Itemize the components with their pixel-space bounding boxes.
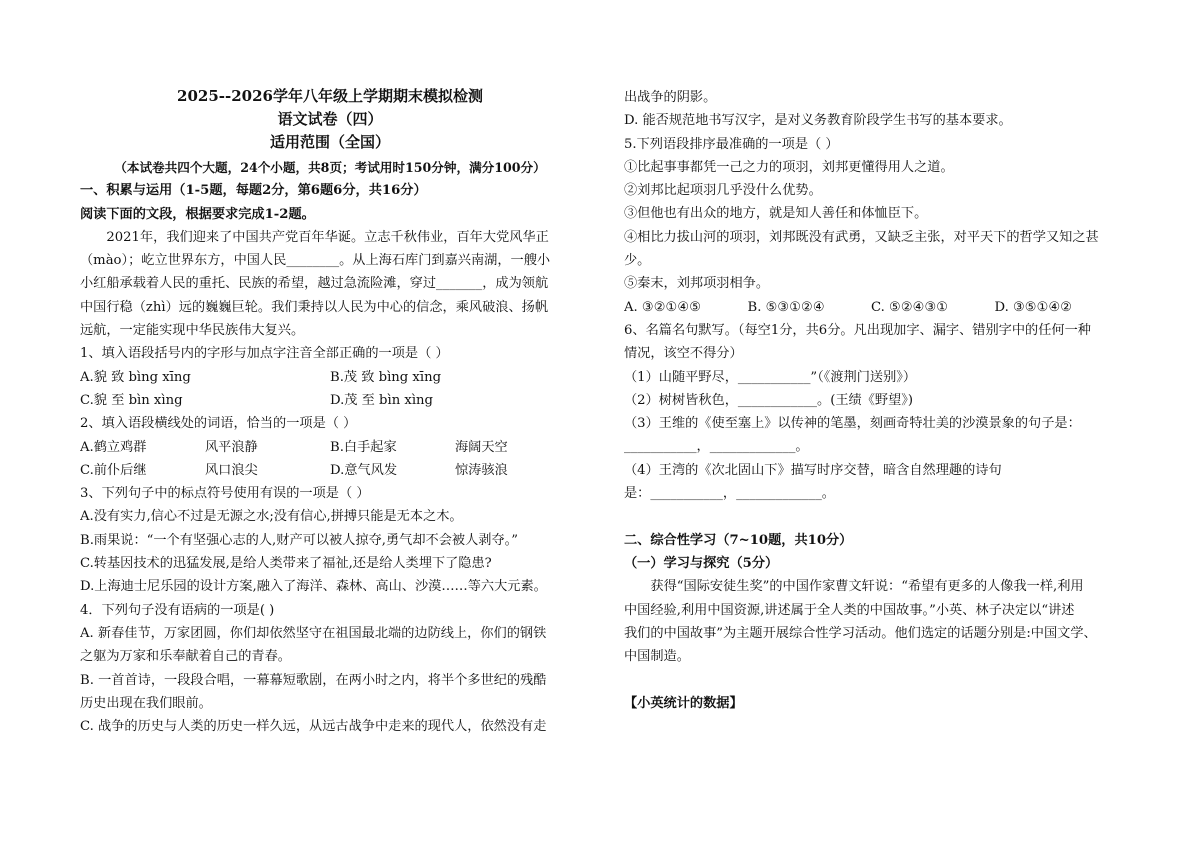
q1-option-b: B.茂 致 bìng xīng — [330, 369, 442, 385]
q5-item: ①比起事事都凭一己之力的项羽，刘邦更懂得用人之道。 — [624, 159, 954, 175]
q5-item: 少。 — [624, 253, 651, 269]
q6-item: （3）王维的《使至塞上》以传神的笔墨，刻画奇特壮美的沙漠景象的句子是： — [624, 416, 1081, 432]
q4-option-line: B. 一首首诗，一段段合唱，一幕幕短歌剧，在两小时之内，将半个多世纪的残酷 — [80, 672, 547, 688]
question-6-cont: 情况，该空不得分） — [624, 346, 743, 362]
q5-item: ③但他也有出众的地方，就是知人善任和体恤臣下。 — [624, 206, 928, 222]
question-6: 6、名篇名句默写。（每空1分，共6分。凡出现加字、漏字、错别字中的任何一种 — [624, 322, 1091, 338]
q1-option-a: A.貌 致 bìng xīng — [80, 369, 191, 385]
exam-scope: 适用范围（全国） — [269, 133, 390, 151]
q4-option-line: C. 战争的历史与人类的历史一样久远，从远古战争中走来的现代人，依然没有走 — [80, 719, 547, 735]
q5-options-row — [624, 296, 1118, 319]
q2-options-row — [80, 436, 580, 459]
q2-option-c-word2: 风口浪尖 — [205, 462, 258, 478]
passage-line: 小红船承载着人民的重托、民族的希望，越过急流险滩，穿过_______，成为领航 — [80, 276, 549, 292]
paragraph-line: 获得“国际安徒生奖”的中国作家曹文轩说：“希望有更多的人像我一样,利用 — [650, 579, 1084, 595]
q6-item: 是：___________，_____________。 — [624, 486, 835, 502]
subsection-heading: （一）学习与探究（5分） — [624, 555, 779, 571]
question-4: 4．下列句子没有语病的一项是( ) — [80, 602, 275, 618]
q4-option-d: D. 能否规范地书写汉字，是对义务教育阶段学生书写的基本要求。 — [624, 113, 1012, 129]
q4-option-line: 之躯为万家和乐奉献着自己的青春。 — [80, 649, 291, 665]
section-1-heading: 一、积累与运用（1-5题，每题2分，第6题6分，共16分） — [80, 183, 427, 199]
q1-option-c: C.貌 至 bìn xìng — [80, 392, 183, 408]
question-2: 2、填入语段横线处的词语，恰当的一项是（ ） — [80, 416, 357, 432]
q5-item: ④相比力拔山河的项羽，刘邦既没有武勇，又缺乏主张，对平天下的哲学又知之甚 — [624, 229, 1099, 245]
exam-subtitle: 语文试卷（四） — [277, 110, 383, 128]
q1-options-row — [80, 389, 580, 412]
section-2-heading: 二、综合性学习（7~10题，共10分） — [624, 532, 853, 548]
q1-option-d: D.茂 至 bìn xìng — [330, 392, 433, 408]
q2-options-row — [80, 459, 580, 482]
q4-option-line: 历史出现在我们眼前。 — [80, 695, 212, 711]
q2-option-a-word1: A.鹤立鸡群 — [80, 439, 147, 455]
q2-option-d-word2: 惊涛骇浪 — [455, 462, 508, 478]
q3-option-a: A.没有实力,信心不过是无源之水;没有信心,拼搏只能是无本之木。 — [80, 509, 463, 525]
q4-continued: 出战争的阴影。 — [624, 90, 717, 105]
data-label: 【小英统计的数据】 — [624, 695, 743, 711]
q3-option-b: B.雨果说：“一个有坚强心志的人,财产可以被人掠夺,勇气却不会被人剥夺。” — [80, 532, 518, 548]
q5-option-b: B. ⑤③①②④ — [747, 299, 825, 315]
q2-option-b-word2: 海阔天空 — [455, 439, 508, 455]
q2-option-c-word1: C.前仆后继 — [80, 462, 147, 478]
q6-item: ___________，_____________。 — [624, 439, 809, 455]
question-1: 1、填入语段括号内的字形与加点字注音全部正确的一项是（ ） — [80, 346, 449, 362]
q4-option-line: A. 新春佳节，万家团圆，你们却依然坚守在祖国最北端的边防线上，你们的钢铁 — [80, 625, 547, 641]
paragraph-line: 中国制造。 — [624, 649, 690, 665]
q5-item: ②刘邦比起项羽几乎没什么优势。 — [624, 183, 822, 199]
passage-line: 中国行稳（zhì）远的巍巍巨轮。我们秉持以人民为中心的信念，乘风破浪、扬帆 — [80, 299, 549, 315]
left-column — [80, 156, 580, 738]
q3-option-c: C.转基因技术的迅猛发展,是给人类带来了福祉,还是给人类埋下了隐患? — [80, 556, 492, 572]
passage-line: 远航，一定能实现中华民族伟大复兴。 — [80, 323, 305, 339]
passage-line: 2021年，我们迎来了中国共产党百年华诞。立志千秋伟业，百年大党风华正 — [106, 229, 549, 245]
q5-option-c: C. ⑤②④③① — [871, 299, 949, 315]
exam-note: （本试卷共四个大题，24个小题，共8页；考试用时150分钟，满分100分） — [114, 160, 546, 175]
q2-option-a-word2: 风平浪静 — [205, 439, 258, 455]
q1-options-row — [80, 366, 580, 389]
passage-line: （mào）；屹立世界东方，中国人民________。从上海石库门到嘉兴南湖，一艘小 — [80, 253, 551, 269]
spacer — [624, 505, 1118, 528]
q2-option-b-word1: B.白手起家 — [330, 439, 397, 455]
q5-option-d: D. ③⑤①④② — [994, 299, 1073, 315]
spacer — [624, 668, 1118, 691]
q2-option-d-word1: D.意气风发 — [330, 462, 398, 478]
q5-option-a: A. ③②①④⑤ — [624, 299, 702, 315]
q6-item: （4）王湾的《次北固山下》描写时序交替，暗含自然理趣的诗句 — [624, 462, 1002, 478]
paragraph-line: 我们的中国故事”为主题开展综合性学习活动。他们选定的话题分别是:中国文学、 — [624, 625, 1097, 641]
exam-title: 2025--2026学年八年级上学期期末模拟检测 — [177, 87, 483, 105]
right-column — [624, 86, 1118, 715]
q6-item: （1）山随平野尽，___________”（《渡荆门送别》） — [624, 369, 917, 385]
question-5: 5.下列语段排序最准确的一项是（ ） — [624, 136, 839, 152]
question-3: 3、下列句子中的标点符号使用有误的一项是（ ） — [80, 486, 370, 502]
reading-intro: 阅读下面的文段，根据要求完成1-2题。 — [80, 206, 315, 222]
q6-item: （2）树树皆秋色，____________。(王绩《野望》) — [624, 392, 914, 408]
q3-option-d: D.上海迪士尼乐园的设计方案,融入了海洋、森林、高山、沙漠……等六大元素。 — [80, 579, 547, 595]
paragraph-line: 中国经验,利用中国资源,讲述属于全人类的中国故事。”小英、林子决定以“讲述 — [624, 602, 1075, 618]
q5-item: ⑤秦末，刘邦项羽相争。 — [624, 276, 770, 292]
